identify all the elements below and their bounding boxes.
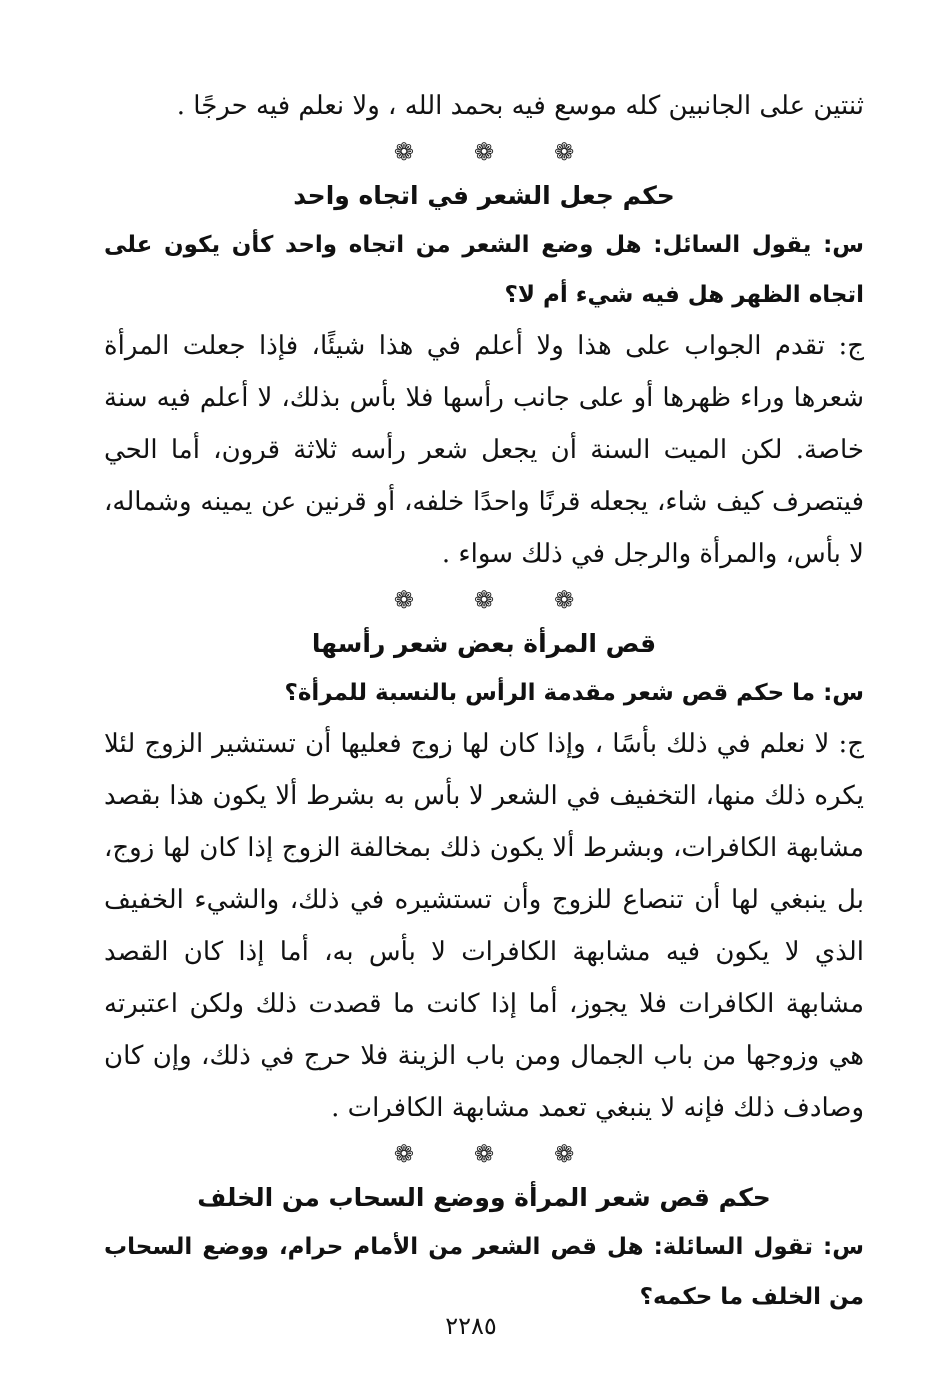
section-heading: حكم جعل الشعر في اتجاه واحد (293, 181, 675, 210)
section-separator (104, 1134, 864, 1174)
question-text: س: يقول السائل: هل وضع الشعر من اتجاه واحد كأن يكون على اتجاه الظهر هل فيه شيء أم لا؟ (104, 232, 864, 308)
section-separator (104, 580, 864, 620)
separator-ornament-icon: ❁ (554, 1140, 575, 1168)
separator-ornament-icon: ❁ (554, 138, 575, 166)
separator-ornament-icon: ❁ (393, 138, 414, 166)
separator-ornament-icon: ❁ (393, 586, 414, 614)
answer-text: ج: لا نعلم في ذلك بأسًا ، وإذا كان لها زوج فعليها أن تستشير الزوج لئلا يكره ذلك منها، التخفيف في الشعر لا بأس به بشرط ألا يكون هذا بقصد مشابهة الكافرات، وبشرط ألا يكون ذلك بمخالفة الزوج إذا كان لها زوج، بل ينبغي لها أن تنصاع للزوج وأن تستشيره في ذلك، والشيء الخفيف الذي لا يكون فيه مشابهة الكافرات لا بأس به، أما إذا كان القصد مشابهة الكافرات فلا يجوز، أما إذا كانت ما قصدت ذلك ولكن اعتبرته هي وزوجها من باب الجمال ومن باب الزينة فلا حرج في ذلك، وإن كان وصادف ذلك فإنه لا ينبغي تعمد مشابهة الكافرات . (104, 729, 864, 1123)
separator-ornament-icon: ❁ (473, 1140, 495, 1168)
question-text: س: تقول السائلة: هل قص الشعر من الأمام حرام، ووضع السحاب من الخلف ما حكمه؟ (104, 1234, 864, 1310)
page-body (104, 80, 864, 1322)
question-text: س: ما حكم قص شعر مقدمة الرأس بالنسبة للمرأة؟ (284, 680, 864, 706)
intro-paragraph: ثنتين على الجانبين كله موسع فيه بحمد الله ، ولا نعلم فيه حرجًا . (176, 91, 864, 121)
page-number: ٢٢٨٥ (445, 1312, 497, 1340)
answer-text: ج: تقدم الجواب على هذا ولا أعلم في هذا شيئًا، فإذا جعلت المرأة شعرها وراء ظهرها أو على جانب رأسها فلا بأس بذلك، لا أعلم فيه سنة خاصة. لكن الميت السنة أن يجعل شعر رأسه ثلاثة قرون، أما الحي فيتصرف كيف شاء، يجعله قرنًا واحدًا خلفه، أو قرنين عن يمينه وشماله، لا بأس، والمرأة والرجل في ذلك سواء . (104, 331, 864, 569)
section-heading: حكم قص شعر المرأة ووضع السحاب من الخلف (197, 1183, 771, 1212)
section-separator (104, 132, 864, 172)
separator-ornament-icon: ❁ (554, 586, 575, 614)
separator-ornament-icon: ❁ (393, 1140, 414, 1168)
separator-ornament-icon: ❁ (473, 586, 495, 614)
section-heading: قص المرأة بعض شعر رأسها (311, 629, 657, 658)
separator-ornament-icon: ❁ (473, 138, 495, 166)
